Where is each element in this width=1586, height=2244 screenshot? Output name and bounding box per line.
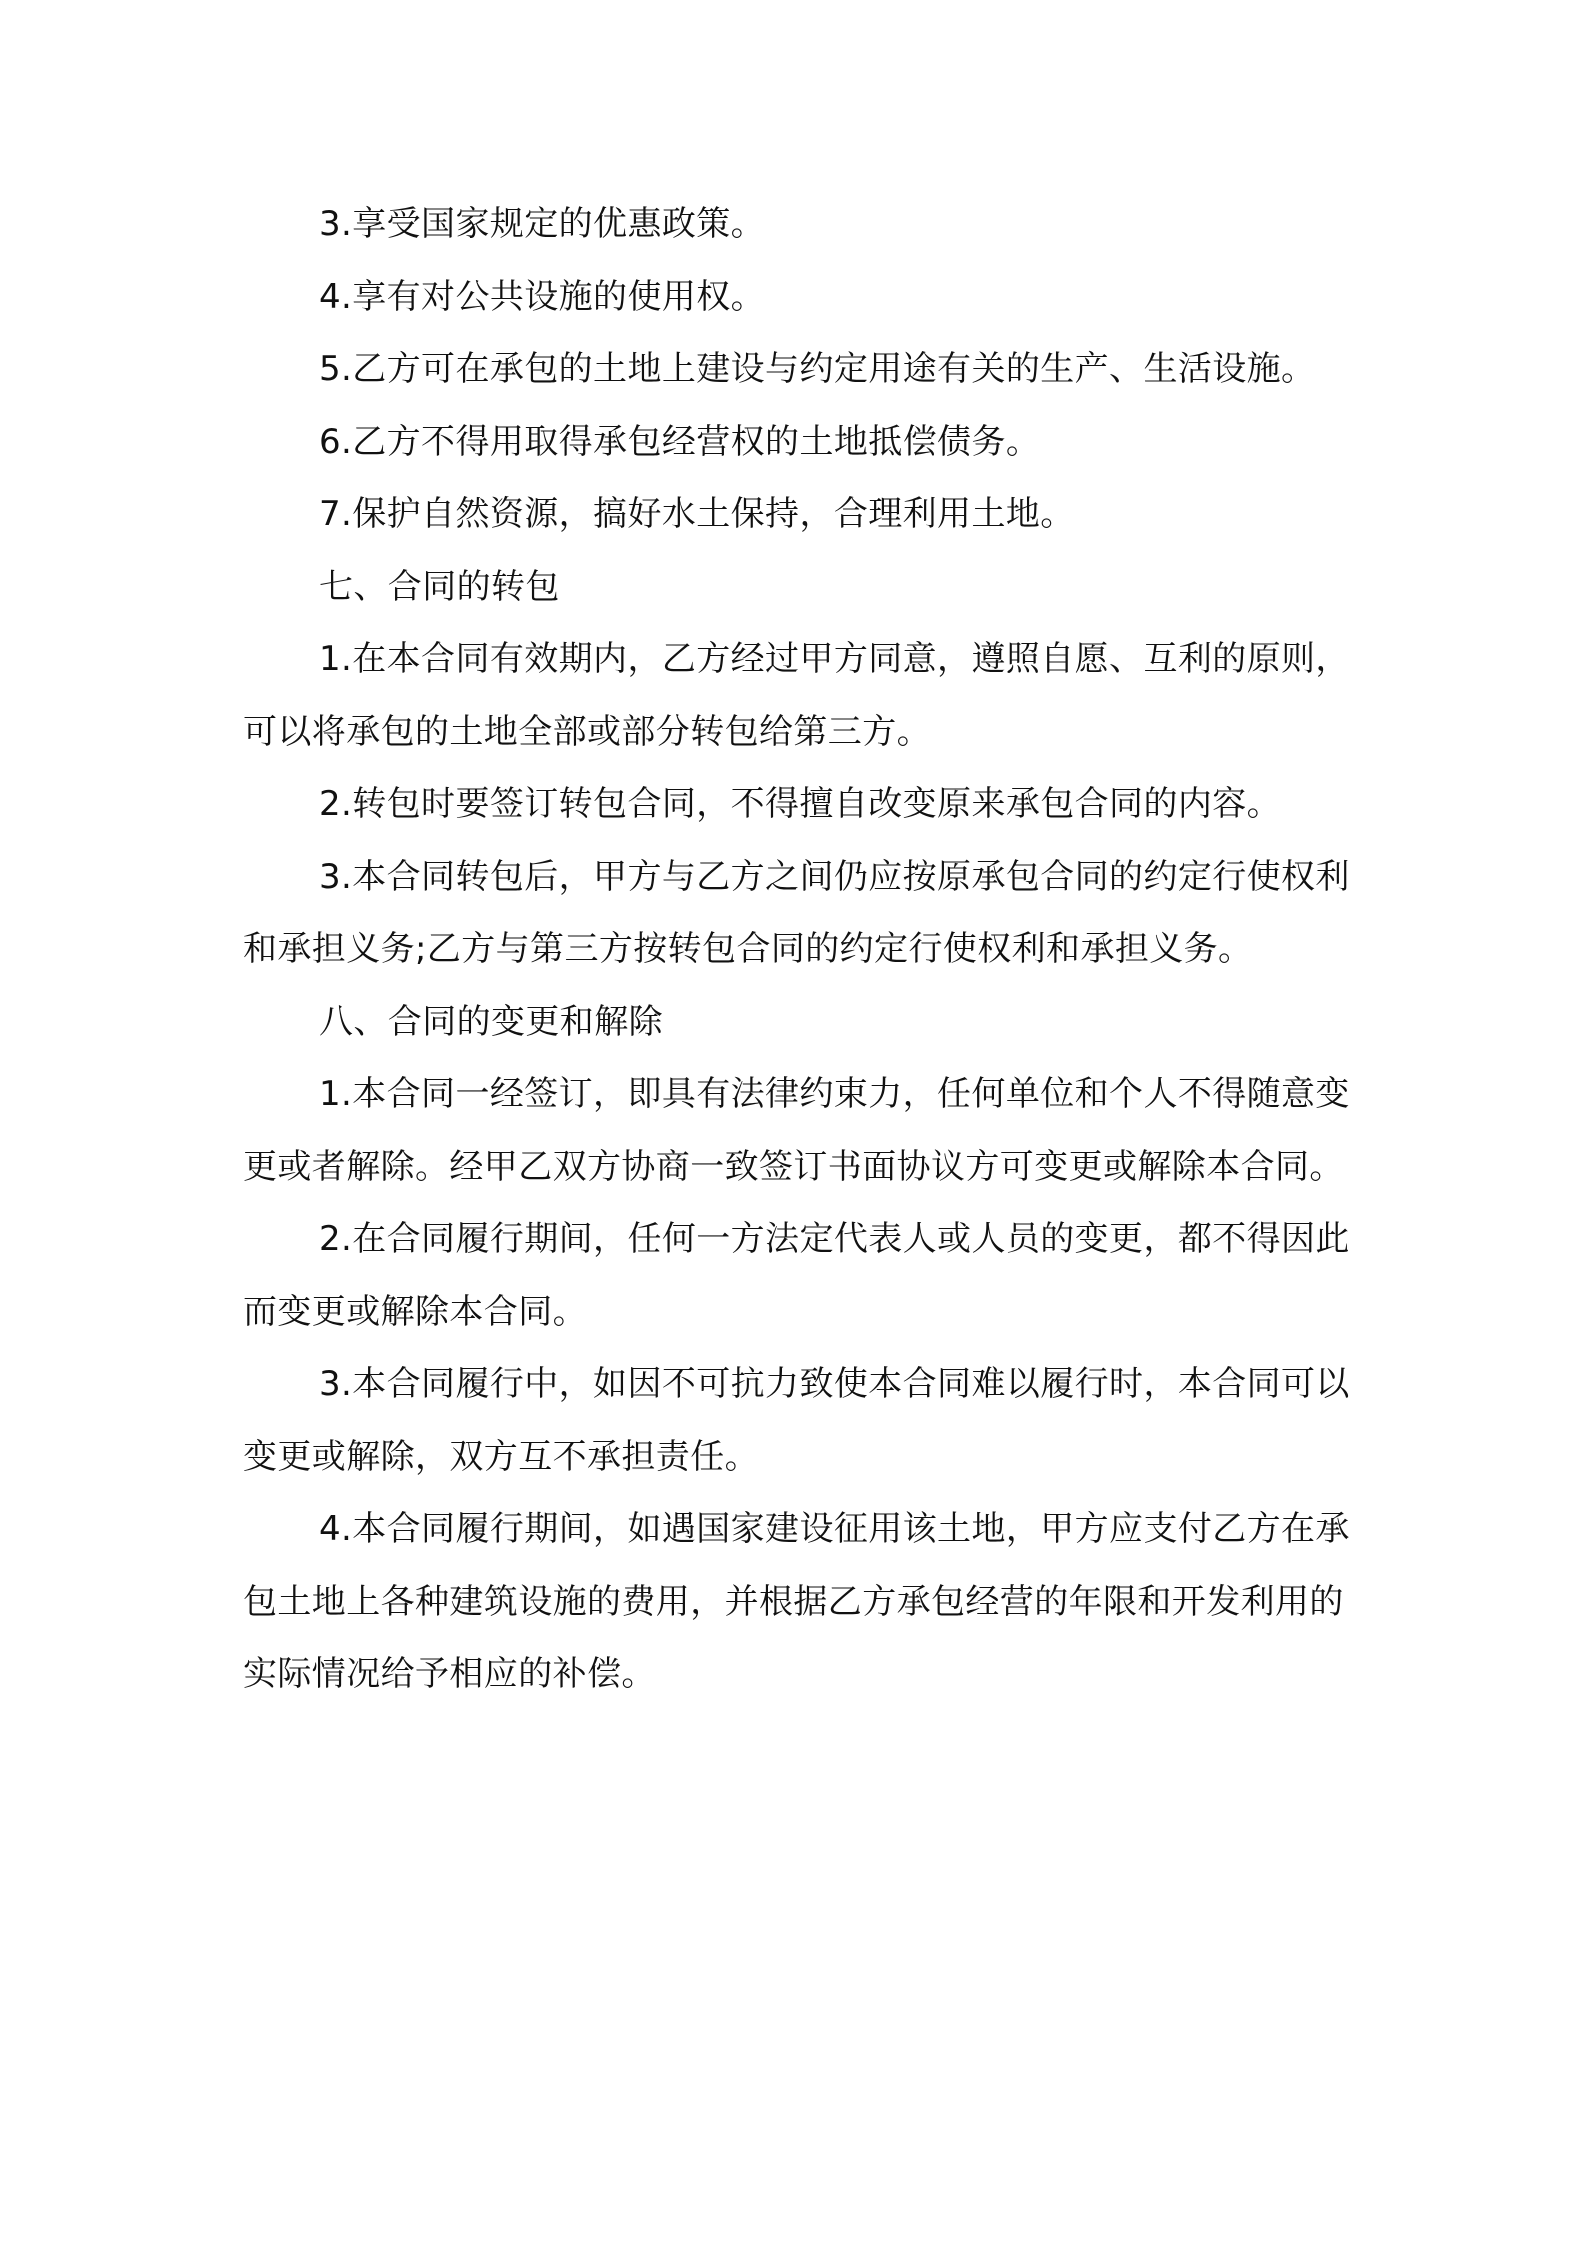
subcontract-clause-2: 2.转包时要签订转包合同，不得擅自改变原来承包合同的内容。 <box>319 784 1282 824</box>
change-clause-3: 3.本合同履行中，如因不可抗力致使本合同难以履行时，本合同可以变更或解除，双方互不承担责任。 <box>243 1364 1350 1477</box>
clause-7-protect-resources: 7.保护自然资源，搞好水土保持，合理利用土地。 <box>319 494 1075 534</box>
change-clause-4: 4.本合同履行期间，如遇国家建设征用该土地，甲方应支付乙方在承包土地上各种建筑设施的费用，并根据乙方承包经营的年限和开发利用的实际情况给予相应的补偿。 <box>243 1509 1350 1694</box>
change-clause-1: 1.本合同一经签订，即具有法律约束力，任何单位和个人不得随意变更或者解除。经甲乙双方协商一致签订书面协议方可变更或解除本合同。 <box>243 1074 1350 1187</box>
clause-4-public-facilities: 4.享有对公共设施的使用权。 <box>319 276 766 317</box>
subcontract-clause-3: 3.本合同转包后，甲方与乙方之间仍应按原承包合同的约定行使权利和承担义务;乙方与第三方按转包合同的约定行使权利和承担义务。 <box>243 856 1350 969</box>
clause-5-build-facilities: 5.乙方可在承包的土地上建设与约定用途有关的生产、生活设施。 <box>319 349 1316 389</box>
subcontract-clause-1: 1.在本合同有效期内，乙方经过甲方同意，遵照自愿、互利的原则，可以将承包的土地全部或部分转包给第三方。 <box>243 639 1350 752</box>
section-heading-change-termination: 八、合同的变更和解除 <box>319 1001 663 1042</box>
section-heading-subcontract: 七、合同的转包 <box>319 566 560 607</box>
document-body <box>243 188 1351 1711</box>
change-clause-2: 2.在合同履行期间，任何一方法定代表人或人员的变更，都不得因此而变更或解除本合同。 <box>243 1219 1350 1332</box>
clause-3-preferential-policy: 3.享受国家规定的优惠政策。 <box>319 204 766 244</box>
clause-6-no-debt-offset: 6.乙方不得用取得承包经营权的土地抵偿债务。 <box>319 421 1041 462</box>
